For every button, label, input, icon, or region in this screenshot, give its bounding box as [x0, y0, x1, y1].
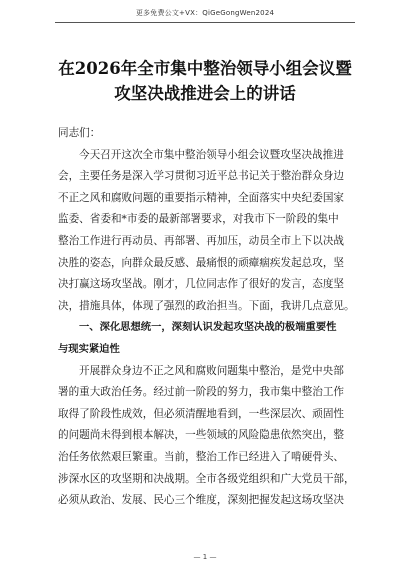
- paragraph-1-line: 决打赢这场攻坚战。刚才，几位同志作了很好的发言，态度坚: [58, 278, 345, 291]
- paragraph-1-line: 不正之风和腐败问题的重要指示精神，全面落实中央纪委国家: [58, 191, 345, 204]
- paragraph-2-line: 的问题尚未得到根本解决，一些领域的风险隐患依然突出，整: [58, 429, 345, 442]
- paragraph-1-line: 会，主要任务是深入学习贯彻习近平总书记关于整治群众身边: [58, 170, 345, 183]
- document-title: [40, 56, 370, 106]
- paragraph-1-line: 决，措施具体，体现了强烈的政治担当。下面，我讲几点意见。: [58, 299, 355, 312]
- paragraph-1-line: 监委、省委和*市委的最新部署要求，对我市下一阶段的集中: [58, 213, 339, 226]
- document-body: [58, 123, 358, 512]
- paragraph-2-line: 开展群众身边不正之风和腐败问题集中整治，是党中央部: [79, 364, 344, 377]
- header-divider: [55, 22, 355, 23]
- title-line-2: 攻坚决战推进会上的讲话: [114, 84, 296, 103]
- paragraph-2-line: 取得了阶段性成效，但必须清醒地看到，一些深层次、顽固性: [58, 407, 345, 420]
- section-heading-1: 一、深化思想统一，深刻认识发起攻坚决战的极端重要性: [79, 321, 337, 334]
- paragraph-2-line: 治任务依然艰巨繁重。当前，整治工作已经进入了啃硬骨头、: [58, 450, 345, 463]
- section-heading-1-cont: 与现实紧迫性: [58, 342, 120, 355]
- paragraph-2-line: 涉深水区的攻坚期和决战期。全市各级党组织和广大党员干部，: [58, 472, 355, 485]
- paragraph-1-line: 整治工作进行再动员、再部署、再加压，动员全市上下以决战: [58, 234, 345, 247]
- paragraph-1-line: 决胜的姿态，向群众最反感、最痛恨的顽瘴痼疾发起总攻，坚: [58, 256, 345, 269]
- paragraph-2-line: 必须从政治、发展、民心三个维度，深刻把握发起这场攻坚决: [58, 494, 345, 507]
- page-number: — 1 —: [193, 553, 217, 561]
- salutation: 同志们：: [58, 127, 101, 139]
- title-line-1: 在2026年全市集中整治领导小组会议暨: [58, 59, 352, 78]
- paragraph-2-line: 署的重大政治任务。经过前一阶段的努力，我市集中整治工作: [58, 386, 345, 399]
- paragraph-1-line: 今天召开这次全市集中整治领导小组会议暨攻坚决战推进: [79, 148, 344, 161]
- header-note: 更多免费公文+VX：QiGeGongWen2024: [135, 9, 275, 17]
